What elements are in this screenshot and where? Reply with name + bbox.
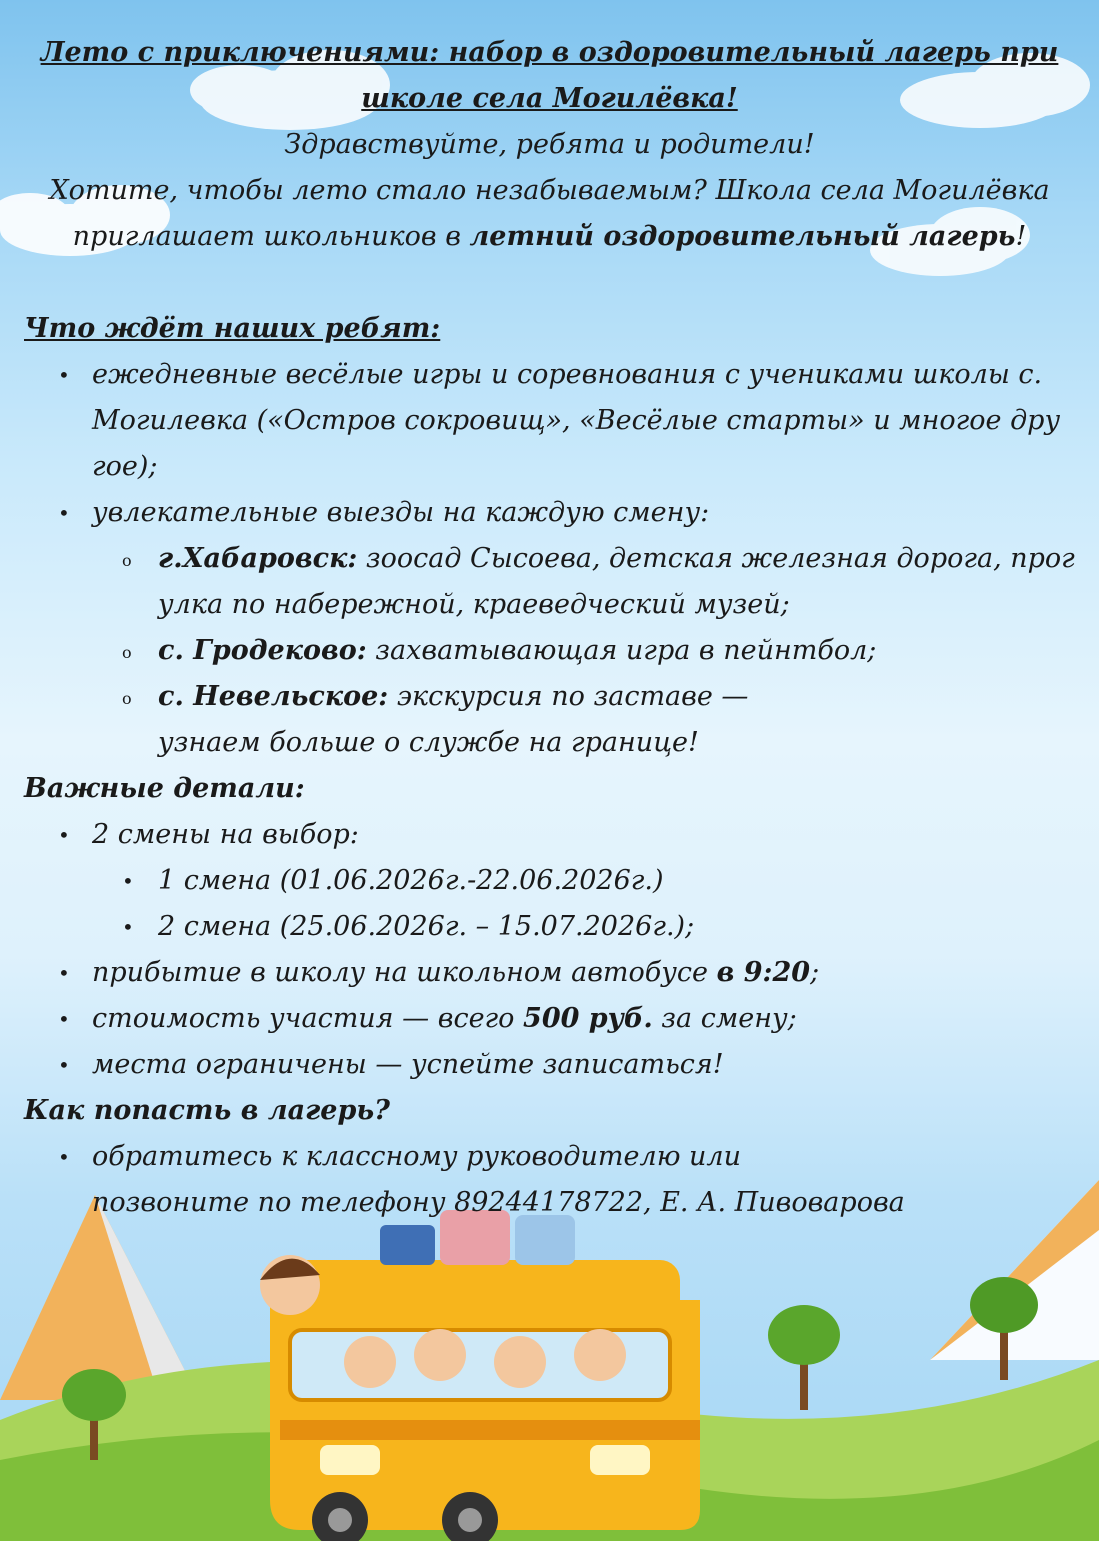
trip-desc: экскурсия по заставе — узнаем больше о службе на границе! (158, 681, 749, 758)
details-list-2 (0, 950, 1099, 1088)
price-text: стоимость участия — всего (92, 1003, 524, 1034)
price-value: 500 руб. (523, 1003, 653, 1034)
how-list (0, 1134, 1099, 1226)
page-title: Лето с приключениями: набор в оздоровительный лагерь при школе села Могилёвка! (40, 37, 1059, 114)
list-item (0, 1134, 1099, 1226)
list-item (0, 490, 1099, 536)
shift-item: • 2 смена (25.06.2026г. – 15.07.2026г.); (0, 904, 1099, 950)
intro-text (20, 168, 1079, 260)
trips-list (0, 536, 1099, 766)
trip-place: с. Гродеково: (158, 635, 367, 666)
school-bus (260, 1210, 700, 1541)
price-end: за смену; (652, 1003, 797, 1034)
list-item: • ежедневные весёлые игры и соревнования с учениками школы с. Могилевка («Остров сокровищ», «Весёлые старты» и многое дру гое); (0, 352, 1099, 490)
details-list (0, 812, 1099, 858)
how-line-2: позвоните по телефону 89244178722, Е. А. Пивоварова (92, 1187, 905, 1218)
list-item: • места ограничены — успейте записаться! (0, 1042, 1099, 1088)
list-item (0, 996, 1099, 1042)
shift-item: • 1 смена (01.06.2026г.-22.06.2026г.) (0, 858, 1099, 904)
trip-place: г.Хабаровск: (158, 543, 358, 574)
what-awaits-heading: Что ждёт наших ребят: (24, 313, 441, 344)
list-item (0, 950, 1099, 996)
shifts-list (0, 858, 1099, 950)
details-heading: Важные детали: (24, 773, 305, 804)
intro-plain: Хотите, чтобы лето стало незабываемым? Школа села Могилёвка приглашает школьников в (49, 175, 1050, 252)
arrival-time: в 9:20 (716, 957, 811, 988)
how-line-1: • обратитесь к классному руководителю или (92, 1141, 742, 1172)
what-awaits-list (0, 352, 1099, 536)
trip-item (0, 674, 1099, 766)
how-heading: Как попасть в лагерь? (24, 1095, 390, 1126)
arrival-end: ; (810, 957, 820, 988)
list-item: • 2 смены на выбор: (0, 812, 1099, 858)
flyer-content (0, 30, 1099, 1226)
greeting: Здравствуйте, ребята и родители! (284, 129, 815, 160)
trip-desc: захватывающая игра в пейнтбол; (366, 635, 877, 666)
trip-place: с. Невельское: (158, 681, 389, 712)
trip-item (0, 628, 1099, 674)
intro-end: ! (1015, 221, 1027, 252)
intro-bold: летний оздоровительный лагерь (469, 221, 1016, 252)
arrival-text: прибытие в школу на школьном автобусе (92, 957, 717, 988)
trip-item (0, 536, 1099, 628)
trip-desc: зоосад Сысоева, детская железная дорога, прог улка по набережной, краеведческий музей; (158, 543, 1075, 620)
trips-label: увлекательные выезды на каждую смену: (92, 497, 710, 528)
